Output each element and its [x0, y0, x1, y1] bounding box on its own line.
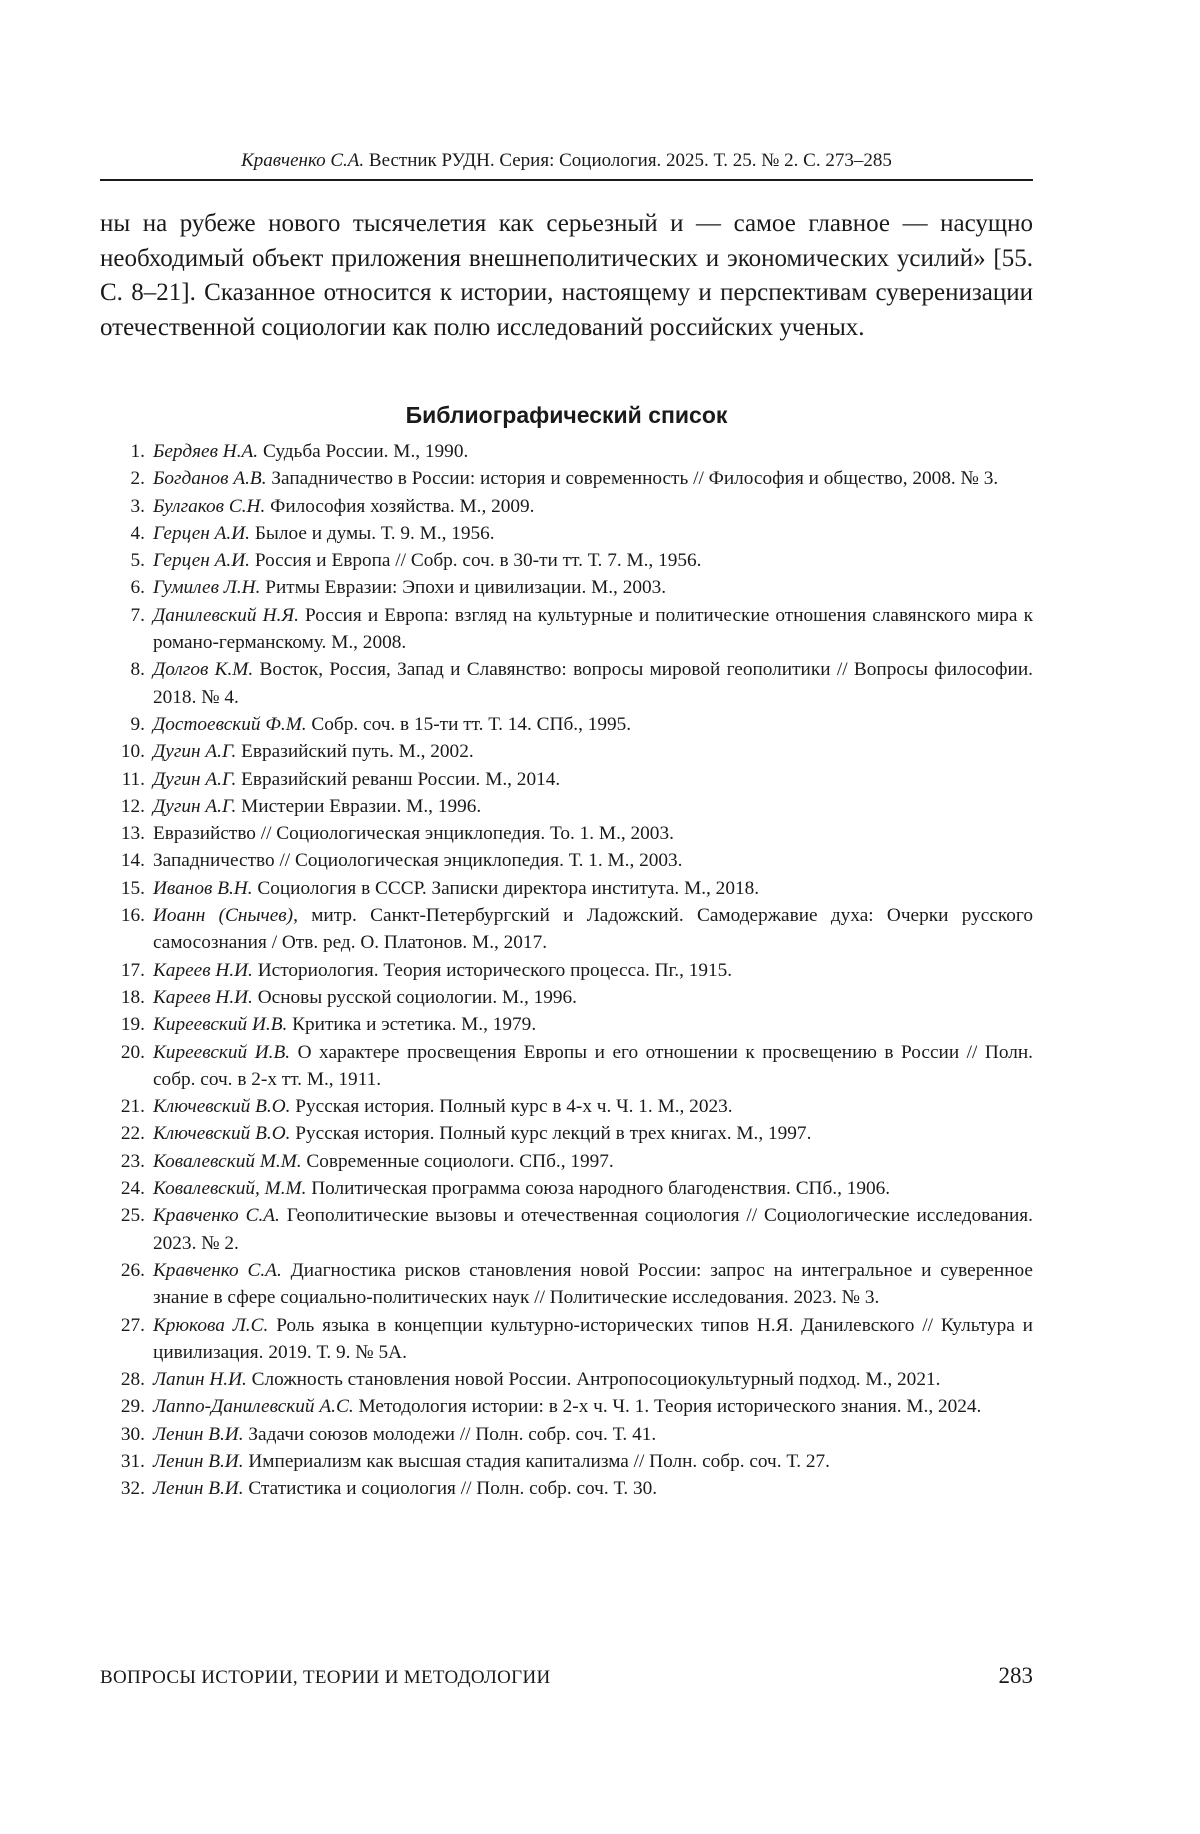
reference-text: Россия и Европа // Собр. соч. в 30-ти тт. Т. 7. М., 1956. — [250, 550, 702, 572]
reference-number: 14. — [120, 850, 145, 872]
reference-number: 4. — [130, 522, 145, 544]
reference-author: Лаппо-Данилевский А.С. — [153, 1396, 354, 1418]
reference-item — [100, 465, 1033, 492]
bibliography-heading: Библиографический список — [405, 402, 728, 428]
reference-text: митр. Санкт-Петербургский и Ладожский. Самодержавие духа: Очерки русского самосознания / Отв. ред. О. Платонов. М., 2017. — [153, 905, 1033, 954]
reference-item — [100, 711, 1033, 738]
reference-number: 27. — [120, 1314, 145, 1336]
reference-item — [100, 438, 1033, 465]
reference-number: 24. — [120, 1178, 145, 1200]
reference-number: 6. — [130, 577, 145, 599]
reference-number: 20. — [120, 1041, 145, 1063]
reference-item — [100, 656, 1033, 711]
reference-number: 8. — [130, 659, 145, 681]
reference-text: Евразийство // Социологическая энциклопедия. То. 1. М., 2003. — [153, 823, 674, 845]
reference-author: Богданов А.В. — [153, 468, 267, 490]
reference-author: Булгаков С.Н. — [153, 495, 266, 517]
reference-number: 26. — [120, 1259, 145, 1281]
reference-author: Ковалевский М.М. — [153, 1150, 302, 1172]
body-paragraph: ны на рубеже нового тысячелетия как серьезный и — самое главное — насущно необходимый объект приложения внешнеполитических и экономических усилий» [55. С. 8–21]. Сказанное относится к истории, настоящему и перспективам суверенизации отечественной социологии как полю исследований российских ученых. — [100, 210, 1033, 341]
reference-text: Западничество в России: история и современность // Философия и общество, 2008. № 3. — [266, 468, 999, 490]
reference-text: Былое и думы. Т. 9. М., 1956. — [250, 522, 495, 544]
reference-item — [100, 793, 1033, 820]
reference-text: Философия хозяйства. М., 2009. — [265, 495, 535, 517]
reference-text: Современные социологи. СПб., 1997. — [301, 1150, 614, 1172]
reference-item — [100, 766, 1033, 793]
reference-author: Дугин А.Г. — [153, 741, 237, 763]
reference-number: 11. — [121, 768, 145, 790]
reference-text: Основы русской социологии. М., 1996. — [252, 986, 577, 1008]
reference-text: Политическая программа союза народного благоденствия. СПб., 1906. — [306, 1178, 891, 1200]
reference-text: Методология истории: в 2-х ч. Ч. 1. Теория исторического знания. М., 2024. — [353, 1396, 982, 1418]
reference-text: Мистерии Евразии. М., 1996. — [236, 795, 482, 817]
reference-number: 1. — [130, 441, 145, 462]
reference-author: Данилевский Н.Я. — [153, 604, 299, 626]
reference-text: Историология. Теория исторического процесса. Пг., 1915. — [252, 959, 733, 981]
reference-item — [100, 1421, 1033, 1448]
running-head-citation: Вестник РУДН. Серия: Социология. 2025. Т. 25. № 2. С. 273–285 — [368, 150, 892, 171]
reference-author: Киреевский И.В. — [153, 1014, 288, 1036]
reference-text: О характере просвещения Европы и его отношении к просвещению в России // Полн. собр. соч. в 2-х тт. М., 1911. — [153, 1041, 1033, 1090]
reference-item — [100, 1039, 1033, 1094]
reference-item — [100, 902, 1033, 957]
reference-item — [100, 520, 1033, 547]
reference-item — [100, 1175, 1033, 1202]
reference-item — [100, 493, 1033, 520]
reference-author: Ковалевский, М.М. — [153, 1178, 307, 1200]
reference-number: 16. — [120, 905, 145, 927]
reference-author: Ключевский В.О. — [153, 1123, 291, 1145]
reference-text: Судьба России. М., 1990. — [258, 441, 469, 462]
running-head — [100, 149, 1033, 173]
reference-number: 5. — [130, 550, 145, 572]
reference-item — [100, 1475, 1033, 1502]
reference-number: 13. — [120, 823, 145, 845]
reference-number: 21. — [120, 1096, 145, 1118]
reference-author: Кареев Н.И. — [153, 959, 253, 981]
reference-item — [100, 1366, 1033, 1393]
reference-item — [100, 574, 1033, 601]
reference-number: 3. — [130, 495, 145, 517]
reference-number: 23. — [120, 1150, 145, 1172]
reference-number: 29. — [120, 1396, 145, 1418]
reference-item — [100, 984, 1033, 1011]
reference-number: 10. — [120, 741, 145, 763]
running-head-author: Кравченко С.А. — [241, 150, 365, 171]
reference-author: Ключевский В.О. — [153, 1096, 291, 1118]
reference-item — [100, 847, 1033, 874]
reference-text: Геополитические вызовы и отечественная социология // Социологические исследования. 2023. № 2. — [153, 1205, 1033, 1254]
reference-author: Дугин А.Г. — [153, 795, 237, 817]
reference-item — [100, 1120, 1033, 1147]
reference-author: Дугин А.Г. — [153, 768, 237, 790]
reference-author: Герцен А.И. — [153, 550, 250, 572]
reference-item — [100, 547, 1033, 574]
footer-section-title: ВОПРОСЫ ИСТОРИИ, ТЕОРИИ И МЕТОДОЛОГИИ — [100, 1667, 551, 1688]
reference-author: Ленин В.И. — [153, 1450, 244, 1472]
reference-item — [100, 1393, 1033, 1420]
reference-author: Киреевский И.В. — [153, 1041, 291, 1063]
reference-item — [100, 1312, 1033, 1367]
reference-item — [100, 957, 1033, 984]
reference-author: Крюкова Л.С. — [153, 1314, 269, 1336]
reference-author: Долгов К.М. — [153, 659, 254, 681]
reference-text: Собр. соч. в 15-ти тт. Т. 14. СПб., 1995. — [306, 713, 632, 735]
reference-text: Русская история. Полный курс в 4-х ч. Ч. 1. М., 2023. — [290, 1096, 733, 1118]
reference-text: Русская история. Полный курс лекций в трех книгах. М., 1997. — [290, 1123, 812, 1145]
reference-item — [100, 1148, 1033, 1175]
page-number: 283 — [998, 1663, 1033, 1688]
reference-author: Ленин В.И. — [153, 1423, 244, 1445]
reference-item — [100, 1448, 1033, 1475]
reference-item — [100, 602, 1033, 657]
reference-number: 7. — [130, 604, 145, 626]
reference-number: 30. — [120, 1423, 145, 1445]
reference-text: Задачи союзов молодежи // Полн. собр. соч. Т. 41. — [243, 1423, 657, 1445]
reference-number: 2. — [130, 468, 145, 490]
reference-text: Роль языка в концепции культурно-исторических типов Н.Я. Данилевского // Культура и цивилизация. 2019. Т. 9. № 5А. — [153, 1314, 1033, 1363]
reference-number: 12. — [120, 795, 145, 817]
reference-number: 32. — [120, 1478, 145, 1500]
reference-author: Иванов В.Н. — [153, 877, 253, 899]
reference-item — [100, 1257, 1033, 1312]
reference-author: Герцен А.И. — [153, 522, 250, 544]
reference-author: Ленин В.И. — [153, 1478, 244, 1500]
bibliography-list — [100, 438, 1033, 1503]
reference-author: Бердяев Н.А. — [153, 441, 259, 462]
reference-item — [100, 1093, 1033, 1120]
reference-item — [100, 738, 1033, 765]
reference-number: 17. — [120, 959, 145, 981]
reference-author: Достоевский Ф.М. — [153, 713, 307, 735]
reference-item — [100, 875, 1033, 902]
reference-author: Иоанн (Снычев), — [153, 905, 298, 927]
reference-author: Кравченко С.А. — [153, 1259, 282, 1281]
reference-text: Критика и эстетика. М., 1979. — [287, 1014, 537, 1036]
reference-text: Сложность становления новой России. Антропосоциокультурный подход. М., 2021. — [246, 1369, 941, 1391]
header-rule — [100, 179, 1033, 181]
reference-author: Лапин Н.И. — [153, 1369, 247, 1391]
reference-text: Ритмы Евразии: Эпохи и цивилизации. М., 2003. — [260, 577, 667, 599]
reference-text: Восток, Россия, Запад и Славянство: вопросы мировой геополитики // Вопросы философии. 2018. № 4. — [153, 659, 1033, 708]
reference-item — [100, 1011, 1033, 1038]
reference-number: 9. — [130, 713, 145, 735]
reference-number: 19. — [120, 1014, 145, 1036]
reference-number: 28. — [120, 1369, 145, 1391]
reference-text: Диагностика рисков становления новой России: запрос на интегральное и суверенное знание в сфере социально-политических наук // Политические исследования. 2023. № 3. — [153, 1259, 1033, 1309]
reference-text: Евразийский путь. М., 2002. — [236, 741, 474, 763]
reference-text: Империализм как высшая стадия капитализма // Полн. собр. соч. Т. 27. — [243, 1450, 830, 1472]
reference-number: 31. — [120, 1450, 145, 1472]
reference-text: Евразийский реванш России. М., 2014. — [236, 768, 561, 790]
reference-author: Кравченко С.А. — [153, 1205, 280, 1227]
reference-text: Социология в СССР. Записки директора института. М., 2018. — [252, 877, 760, 899]
reference-number: 18. — [120, 986, 145, 1008]
reference-text: Статистика и социология // Полн. собр. соч. Т. 30. — [243, 1478, 658, 1500]
reference-text: Россия и Европа: взгляд на культурные и политические отношения славянского мира к романо-германскому. М., 2008. — [153, 604, 1033, 654]
reference-number: 15. — [120, 877, 145, 899]
reference-number: 22. — [120, 1123, 145, 1145]
reference-item — [100, 820, 1033, 847]
reference-author: Гумилев Л.Н. — [153, 577, 261, 599]
reference-number: 25. — [120, 1205, 145, 1227]
reference-text: Западничество // Социологическая энциклопедия. Т. 1. М., 2003. — [153, 850, 683, 872]
reference-item — [100, 1202, 1033, 1257]
reference-author: Кареев Н.И. — [153, 986, 253, 1008]
